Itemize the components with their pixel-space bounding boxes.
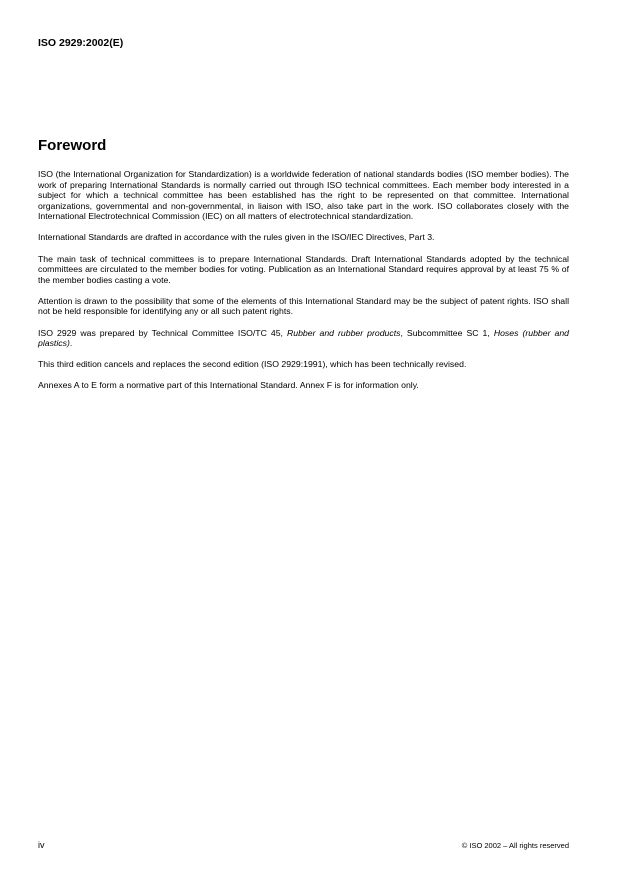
paragraph-patent-rights: Attention is drawn to the possibility that some of the elements of this International Standard may be the subject of patent rights. ISO shall not be held responsible for identifying any or all such patent rights. [38,295,569,317]
page-title: Foreword [38,137,107,154]
subcommittee-title: Hoses (rubber and plastics) [38,327,569,349]
committee-title: Rubber and rubber products [286,327,401,338]
paragraph-prepared-by [38,328,569,349]
paragraph-iso-intro: ISO (the International Organization for Standardization) is a worldwide federation of national standards bodies (ISO member bodies). The work of preparing International Standards is normally carried out through ISO technical committees. Each member body interested in a subject for which a technical committee has been established has the right to be represented on that committee. International organizations, governmental and non-governmental, in liaison with ISO, also take part in the work. ISO collaborates closely with the International Electrotechnical Commission (IEC) on all matters of electrotechnical standardization. [38,169,569,222]
foreword-body [38,169,569,391]
page-number: iv [38,840,45,850]
prepared-text-1: ISO 2929 was prepared by Technical Committee ISO/TC 45, [38,327,287,338]
paragraph-annexes: Annexes A to E form a normative part of this International Standard. Annex F is for information only. [38,380,419,391]
copyright-notice: © ISO 2002 – All rights reserved [461,841,569,850]
document-identifier: ISO 2929:2002(E) [38,37,124,49]
prepared-text-2: , Subcommittee SC 1, [400,327,494,338]
paragraph-directives: International Standards are drafted in accordance with the rules given in the ISO/IEC Directives, Part 3. [38,232,435,243]
paragraph-edition: This third edition cancels and replaces the second edition (ISO 2929:1991), which has been technically revised. [38,359,467,370]
prepared-text-3: . [69,338,73,349]
paragraph-technical-committees: The main task of technical committees is to prepare International Standards. Draft International Standards adopted by the technical committees are circulated to the member bodies for voting. Publication as an International Standard requires approval by at least 75 % of the member bodies casting a vote. [38,253,569,285]
